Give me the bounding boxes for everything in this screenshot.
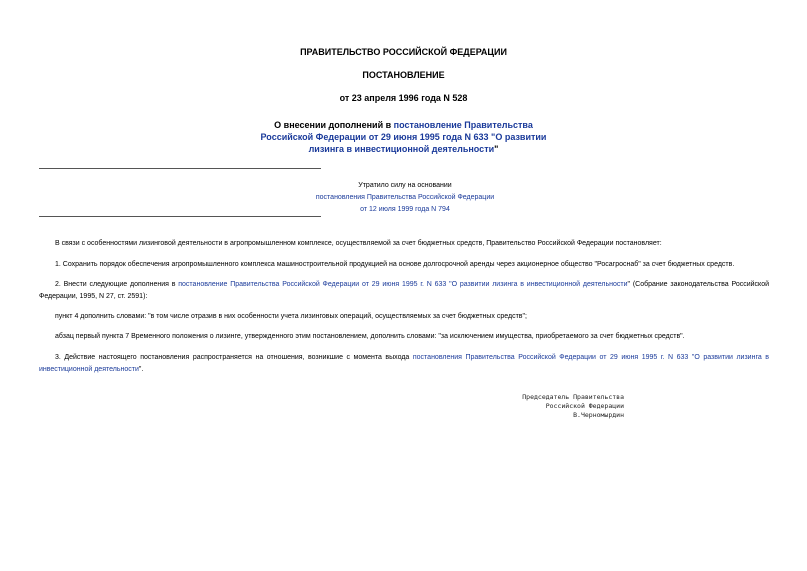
title-suffix: " [494,144,499,154]
amended-decree-link-2[interactable]: Российской Федерации от 29 июня 1995 года N 633 "О развитии [260,132,547,142]
date-number-heading: от 23 апреля 1996 года N 528 [339,93,468,103]
paragraph-2-item-1: пункт 4 дополнить словами: "в том числе отразив в них особенности учета лизинговых операций, осуществляемых за счет бюджетных средств"; [55,313,527,320]
divider-bottom [39,216,321,217]
repeal-note [300,180,510,216]
paragraph-3-suffix: ". [138,365,144,373]
document-type-heading: ПОСТАНОВЛЕНИЕ [362,70,445,80]
paragraph-2-suffix: " (Собрание законодательства Российской Федерации, 1995, N 27, ст. 2591): [39,281,770,300]
paragraph-3 [39,352,769,375]
signature-block [470,393,624,420]
document-title [0,119,807,155]
preamble-paragraph: В связи с особенностями лизинговой деятельности в агропромышленном комплексе, осуществляемой за счет бюджетных средств, Правительство Российской Федерации постановляет: [55,240,662,247]
paragraph-2 [39,279,769,302]
signature-name: В.Черномырдин [573,411,624,419]
paragraph-2-prefix: 2. Внести следующие дополнения в [55,281,179,288]
paragraph-2-item-2: абзац первый пункта 7 Временного положения о лизинге, утвержденного этим постановлением, дополнить словами: "за исключением имущества, приобретаемого за счет бюджетных средств". [55,333,685,340]
amended-decree-link-3[interactable]: лизинга в инвестиционной деятельности [308,144,495,154]
divider-top [39,168,321,169]
repeal-decree-link-2[interactable]: от 12 июля 1999 года N 794 [360,206,450,213]
signature-title: Председатель Правительства [522,393,624,401]
title-prefix: О внесении дополнений в [274,120,394,130]
repeal-text: Утратило силу на основании [358,182,452,189]
paragraph-1: 1. Сохранить порядок обеспечения агропромышленного комплекса машиностроительной продукцией на основе долгосрочной аренды через акционерное общество "Росагроснаб" за счет бюджетных средств. [55,261,735,268]
authority-heading: ПРАВИТЕЛЬСТВО РОССИЙСКОЙ ФЕДЕРАЦИИ [300,47,507,57]
signature-organization: Российской Федерации [545,402,624,410]
repeal-decree-link-1[interactable]: постановления Правительства Российской Федерации [315,194,495,201]
paragraph-3-decree-link[interactable]: постановления Правительства Российской Федерации от 29 июня 1995 г. N 633 "О развитии лизинга в инвестиционной деятельности [39,354,770,373]
paragraph-2-decree-link[interactable]: постановление Правительства Российской Федерации от 29 июня 1995 г. N 633 "О развитии лизинга в инвестиционной деятельности [178,281,628,288]
amended-decree-link-1[interactable]: постановление Правительства [393,120,533,130]
paragraph-3-prefix: 3. Действие настоящего постановления распространяется на отношения, возникшие с момента выхода [55,354,413,361]
